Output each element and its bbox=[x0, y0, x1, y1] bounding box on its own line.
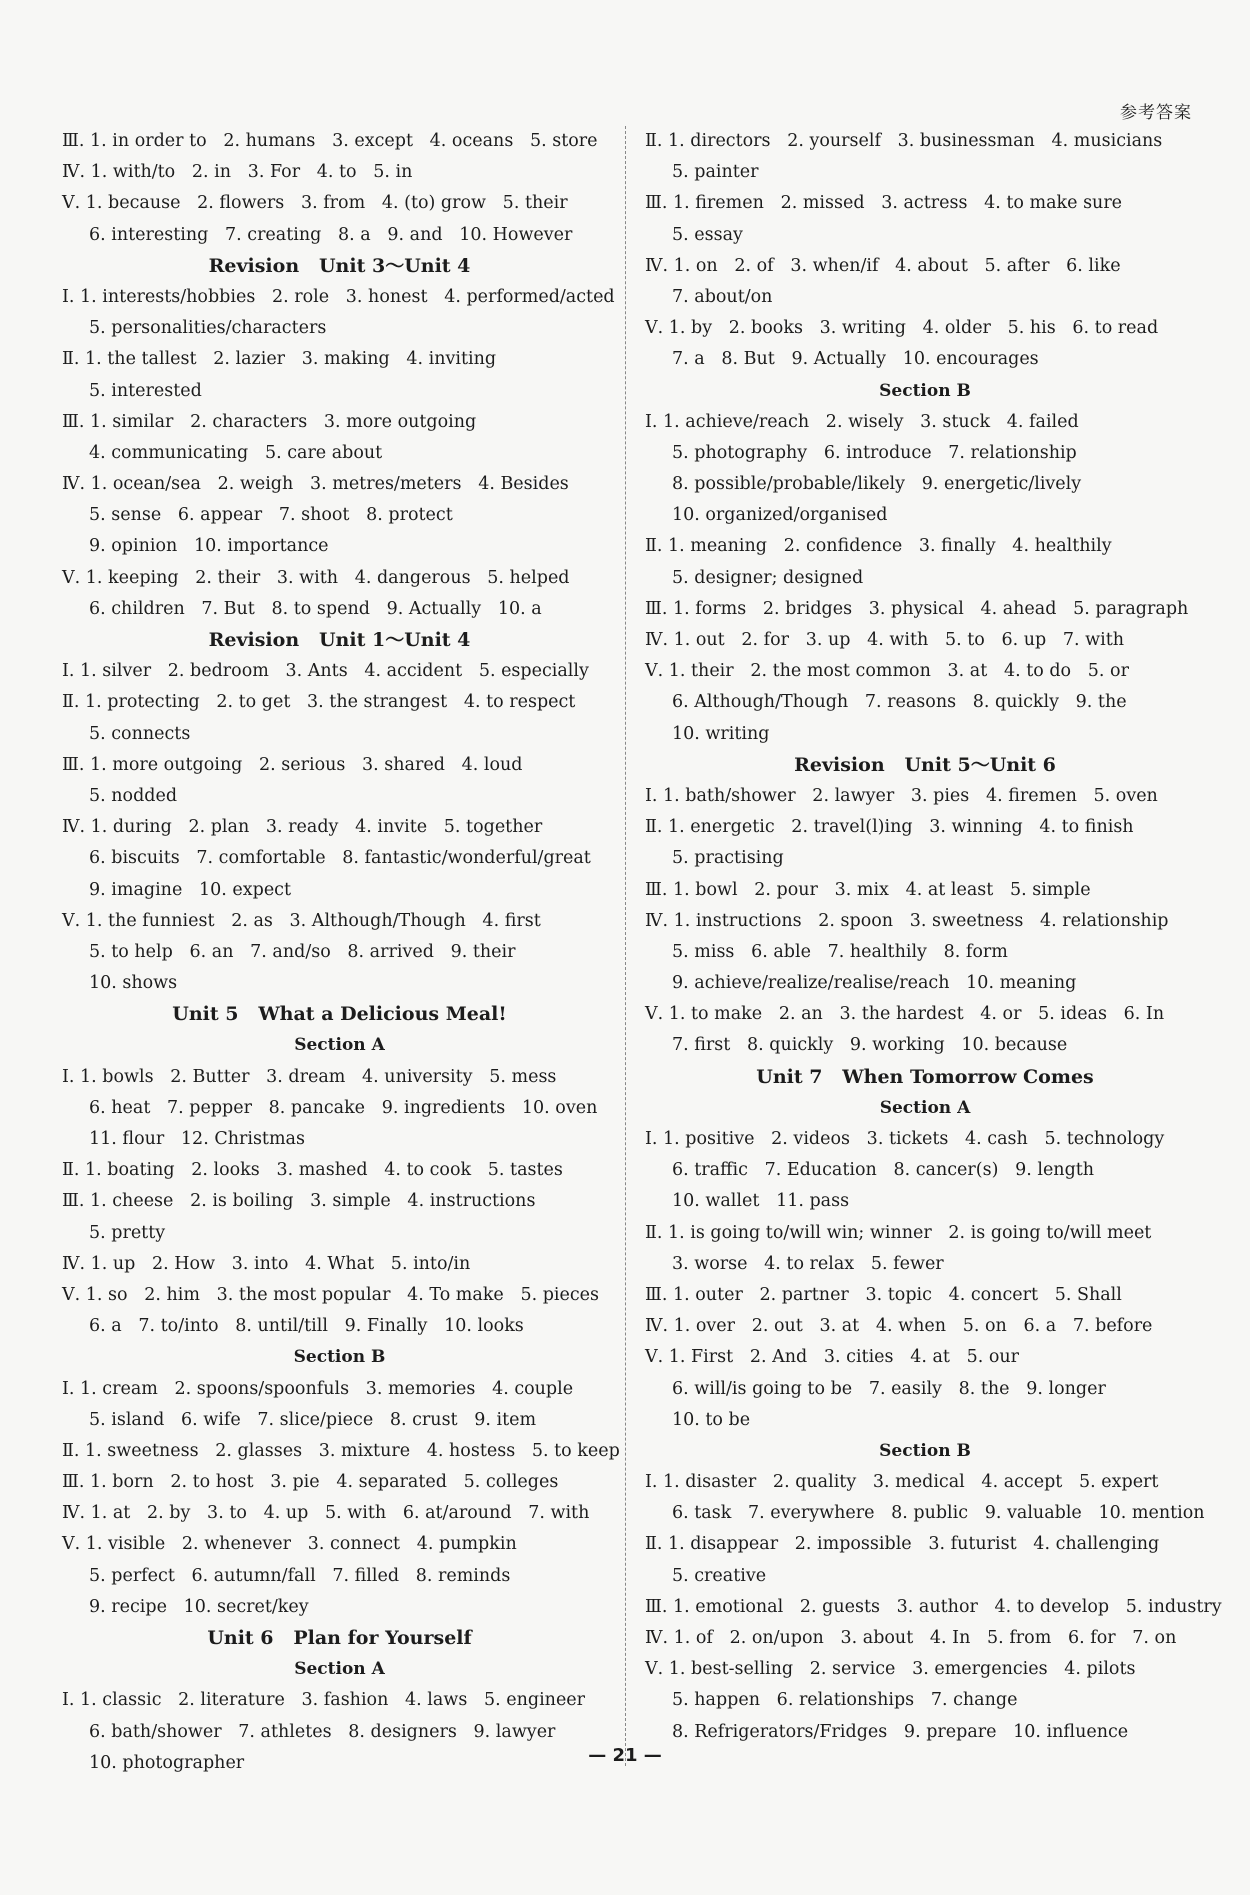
answer-line: Ⅲ. 1. bowl 2. pour 3. mix 4. at least 5. simple bbox=[645, 879, 1091, 900]
answer-line: Ⅲ. 1. cheese 2. is boiling 3. simple 4. instructions bbox=[62, 1191, 536, 1212]
answer-line: Ⅲ. 1. similar 2. characters 3. more outgoing bbox=[62, 411, 477, 432]
answer-line: Ⅳ. 1. over 2. out 3. at 4. when 5. on 6. a 7. before bbox=[645, 1316, 1153, 1337]
answer-line-continuation: 5. island 6. wife 7. slice/piece 8. crust 9. item bbox=[89, 1409, 537, 1430]
answer-line: Ⅰ. 1. classic 2. literature 3. fashion 4. laws 5. engineer bbox=[62, 1690, 586, 1711]
answer-line-continuation: 5. practising bbox=[672, 848, 784, 869]
section-heading: Revision Unit 5～Unit 6 bbox=[794, 753, 1056, 776]
section-heading: Unit 7 When Tomorrow Comes bbox=[756, 1065, 1094, 1088]
answer-line: Ⅱ. 1. is going to/will win; winner 2. is going to/will meet bbox=[645, 1222, 1152, 1243]
answer-line-continuation: 5. happen 6. relationships 7. change bbox=[672, 1690, 1018, 1711]
answer-line: Ⅴ. 1. their 2. the most common 3. at 4. to do 5. or bbox=[645, 661, 1129, 682]
answer-line-continuation: 4. communicating 5. care about bbox=[89, 442, 383, 463]
answer-line: Ⅴ. 1. best-selling 2. service 3. emergencies 4. pilots bbox=[645, 1659, 1136, 1680]
section-heading: Unit 5 What a Delicious Meal! bbox=[172, 1003, 507, 1026]
answer-line-continuation: 10. organized/organised bbox=[672, 505, 888, 526]
answer-line: Ⅰ. 1. bowls 2. Butter 3. dream 4. university 5. mess bbox=[62, 1066, 557, 1087]
answer-line-continuation: 6. bath/shower 7. athletes 8. designers 9. lawyer bbox=[89, 1721, 556, 1742]
answer-line: Ⅰ. 1. achieve/reach 2. wisely 3. stuck 4. failed bbox=[645, 411, 1079, 432]
answer-line: Ⅳ. 1. with/to 2. in 3. For 4. to 5. in bbox=[62, 162, 413, 183]
answer-line: Ⅰ. 1. silver 2. bedroom 3. Ants 4. accident 5. especially bbox=[62, 661, 589, 682]
answer-line: Ⅳ. 1. out 2. for 3. up 4. with 5. to 6. up 7. with bbox=[645, 630, 1125, 650]
answer-line-continuation: 5. designer; designed bbox=[672, 567, 864, 588]
answer-line: Ⅴ. 1. visible 2. whenever 3. connect 4. pumpkin bbox=[62, 1534, 517, 1555]
answer-line: Ⅲ. 1. more outgoing 2. serious 3. shared 4. loud bbox=[62, 754, 523, 775]
subsection-heading: Section A bbox=[294, 1035, 385, 1056]
section-heading: Unit 6 Plan for Yourself bbox=[207, 1627, 472, 1649]
answer-line-continuation: 5. connects bbox=[89, 723, 191, 744]
answer-line-continuation: 6. interesting 7. creating 8. a 9. and 10. However bbox=[89, 224, 573, 245]
answer-line-continuation: 5. to help 6. an 7. and/so 8. arrived 9. their bbox=[89, 941, 516, 962]
answer-line-continuation: 5. photography 6. introduce 7. relationship bbox=[672, 442, 1077, 463]
answer-line-continuation: 7. a 8. But 9. Actually 10. encourages bbox=[672, 349, 1039, 370]
answer-line: Ⅲ. 1. born 2. to host 3. pie 4. separated 5. colleges bbox=[62, 1472, 559, 1493]
answer-line: Ⅰ. 1. cream 2. spoons/spoonfuls 3. memories 4. couple bbox=[62, 1378, 574, 1399]
answer-column-left bbox=[62, 126, 620, 1779]
answer-line: Ⅱ. 1. disappear 2. impossible 3. futurist 4. challenging bbox=[645, 1534, 1160, 1555]
answer-line-continuation: 5. sense 6. appear 7. shoot 8. protect bbox=[89, 505, 453, 526]
answer-line-continuation: 5. interested bbox=[89, 380, 202, 401]
page-number: — 21 — bbox=[588, 1745, 662, 1766]
answer-line-continuation: 9. imagine 10. expect bbox=[89, 879, 292, 900]
answer-line-continuation: 11. flour 12. Christmas bbox=[89, 1129, 305, 1149]
answer-line-continuation: 9. opinion 10. importance bbox=[89, 536, 329, 557]
answer-line-continuation: 3. worse 4. to relax 5. fewer bbox=[672, 1253, 944, 1274]
answer-line-continuation: 5. creative bbox=[672, 1565, 767, 1586]
answer-line-continuation: 9. recipe 10. secret/key bbox=[89, 1596, 309, 1617]
subsection-heading: Section B bbox=[879, 1440, 971, 1461]
answer-line-continuation: 10. shows bbox=[89, 973, 178, 994]
answer-line: Ⅳ. 1. at 2. by 3. to 4. up 5. with 6. at/around 7. with bbox=[62, 1503, 590, 1524]
answer-line-continuation: 10. photographer bbox=[89, 1752, 245, 1773]
answer-line: Ⅱ. 1. sweetness 2. glasses 3. mixture 4. hostess 5. to keep bbox=[62, 1440, 620, 1461]
answer-line-continuation: 5. personalities/characters bbox=[89, 318, 327, 339]
answer-line-continuation: 10. wallet 11. pass bbox=[672, 1191, 850, 1212]
subsection-heading: Section A bbox=[879, 1097, 971, 1118]
answer-line: Ⅱ. 1. protecting 2. to get 3. the strangest 4. to respect bbox=[62, 692, 576, 713]
answer-line-continuation: 8. Refrigerators/Fridges 9. prepare 10. influence bbox=[672, 1721, 1129, 1742]
answer-line: Ⅲ. 1. outer 2. partner 3. topic 4. concert 5. Shall bbox=[645, 1284, 1122, 1305]
section-heading: Revision Unit 3～Unit 4 bbox=[208, 254, 471, 277]
column-divider bbox=[625, 126, 626, 1766]
subsection-heading: Section A bbox=[294, 1659, 385, 1680]
answer-line: Ⅳ. 1. during 2. plan 3. ready 4. invite 5. together bbox=[62, 817, 543, 838]
answer-line: Ⅳ. 1. on 2. of 3. when/if 4. about 5. after 6. like bbox=[645, 255, 1121, 276]
answer-line-continuation: 10. writing bbox=[672, 723, 770, 744]
answer-line: Ⅱ. 1. meaning 2. confidence 3. finally 4. healthily bbox=[645, 536, 1112, 557]
answer-line-continuation: 5. pretty bbox=[89, 1222, 166, 1243]
answer-line: Ⅲ. 1. emotional 2. guests 3. author 4. to develop 5. industry bbox=[645, 1596, 1222, 1617]
answer-line: Ⅳ. 1. instructions 2. spoon 3. sweetness 4. relationship bbox=[645, 910, 1169, 931]
answer-line-continuation: 5. essay bbox=[672, 224, 743, 245]
answer-line: Ⅴ. 1. so 2. him 3. the most popular 4. To make 5. pieces bbox=[62, 1284, 600, 1305]
answer-line-continuation: 6. will/is going to be 7. easily 8. the 9. longer bbox=[672, 1378, 1106, 1399]
answer-line-continuation: 9. achieve/realize/realise/reach 10. meaning bbox=[672, 973, 1077, 994]
answer-line: Ⅱ. 1. the tallest 2. lazier 3. making 4. inviting bbox=[62, 349, 497, 370]
answer-line: Ⅳ. 1. of 2. on/upon 3. about 4. In 5. from 6. for 7. on bbox=[645, 1628, 1177, 1648]
answer-line-continuation: 8. possible/probable/likely 9. energetic/lively bbox=[672, 474, 1082, 495]
answer-line: Ⅰ. 1. bath/shower 2. lawyer 3. pies 4. firemen 5. oven bbox=[645, 785, 1158, 806]
answer-line-continuation: 6. Although/Though 7. reasons 8. quickly 9. the bbox=[672, 692, 1127, 713]
answer-line: Ⅲ. 1. forms 2. bridges 3. physical 4. ahead 5. paragraph bbox=[645, 598, 1189, 619]
answer-line: Ⅴ. 1. because 2. flowers 3. from 4. (to) grow 5. their bbox=[62, 193, 568, 214]
answer-line-continuation: 5. miss 6. able 7. healthily 8. form bbox=[672, 941, 1008, 962]
answer-line-continuation: 6. traffic 7. Education 8. cancer(s) 9. length bbox=[672, 1160, 1095, 1181]
answer-line-continuation: 5. painter bbox=[672, 162, 759, 183]
answer-line-continuation: 10. to be bbox=[672, 1409, 751, 1430]
subsection-heading: Section B bbox=[879, 380, 971, 401]
answer-line-continuation: 6. biscuits 7. comfortable 8. fantastic/wonderful/great bbox=[89, 848, 591, 869]
answer-line: Ⅲ. 1. in order to 2. humans 3. except 4. oceans 5. store bbox=[62, 131, 598, 151]
answer-line-continuation: 6. heat 7. pepper 8. pancake 9. ingredients 10. oven bbox=[89, 1097, 598, 1118]
answer-line-continuation: 7. first 8. quickly 9. working 10. because bbox=[672, 1035, 1068, 1056]
answer-line: Ⅲ. 1. firemen 2. missed 3. actress 4. to make sure bbox=[645, 193, 1123, 214]
section-heading: Revision Unit 1～Unit 4 bbox=[208, 629, 471, 651]
answer-line-continuation: 7. about/on bbox=[672, 286, 773, 307]
answer-line-continuation: 6. task 7. everywhere 8. public 9. valuable 10. mention bbox=[672, 1503, 1205, 1524]
answer-line-continuation: 6. a 7. to/into 8. until/till 9. Finally 10. looks bbox=[89, 1316, 524, 1337]
answer-line: Ⅴ. 1. by 2. books 3. writing 4. older 5. his 6. to read bbox=[645, 318, 1159, 339]
answer-line-continuation: 5. perfect 6. autumn/fall 7. filled 8. reminds bbox=[89, 1565, 511, 1586]
answer-line: Ⅱ. 1. energetic 2. travel(l)ing 3. winning 4. to finish bbox=[645, 817, 1134, 838]
answer-line: Ⅴ. 1. First 2. And 3. cities 4. at 5. our bbox=[645, 1347, 1020, 1368]
answer-line: Ⅴ. 1. keeping 2. their 3. with 4. dangerous 5. helped bbox=[62, 567, 570, 588]
answer-line-continuation: 6. children 7. But 8. to spend 9. Actually 10. a bbox=[89, 598, 542, 619]
answer-column-right bbox=[645, 126, 1222, 1748]
answer-line: Ⅰ. 1. positive 2. videos 3. tickets 4. cash 5. technology bbox=[645, 1129, 1165, 1149]
answer-line: Ⅴ. 1. the funniest 2. as 3. Although/Though 4. first bbox=[62, 910, 541, 931]
answer-line: Ⅰ. 1. disaster 2. quality 3. medical 4. accept 5. expert bbox=[645, 1472, 1159, 1493]
answer-line: Ⅱ. 1. directors 2. yourself 3. businessman 4. musicians bbox=[645, 131, 1163, 151]
answer-line: Ⅱ. 1. boating 2. looks 3. mashed 4. to cook 5. tastes bbox=[62, 1160, 563, 1181]
answer-line: Ⅳ. 1. ocean/sea 2. weigh 3. metres/meters 4. Besides bbox=[62, 474, 569, 495]
answer-line: Ⅴ. 1. to make 2. an 3. the hardest 4. or 5. ideas 6. In bbox=[645, 1004, 1165, 1025]
answer-line-continuation: 5. nodded bbox=[89, 785, 178, 806]
answer-line: Ⅰ. 1. interests/hobbies 2. role 3. honest 4. performed/acted bbox=[62, 286, 615, 307]
answer-line: Ⅳ. 1. up 2. How 3. into 4. What 5. into/in bbox=[62, 1253, 471, 1274]
subsection-heading: Section B bbox=[293, 1347, 386, 1368]
page-header-title: 参考答案 bbox=[1120, 103, 1192, 123]
